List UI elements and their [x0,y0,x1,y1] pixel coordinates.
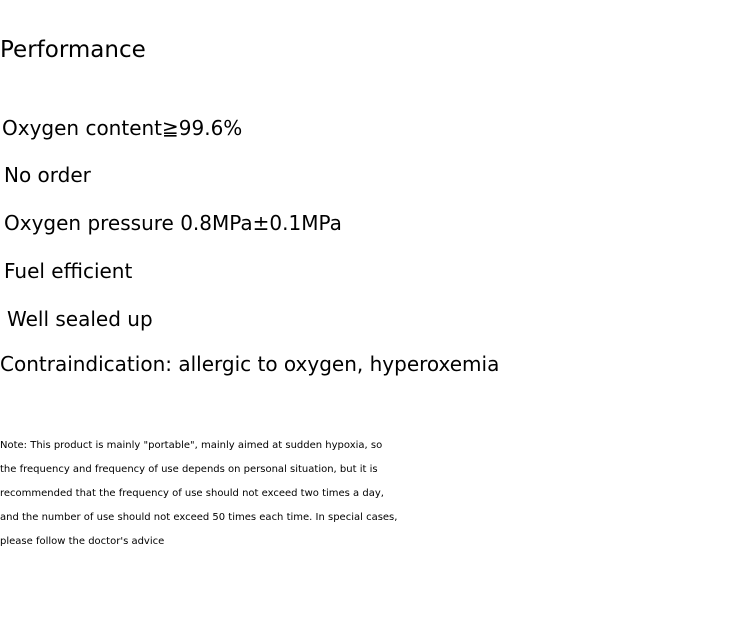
note-line: and the number of use should not exceed 50 times each time. In special cases, [0,512,398,523]
page-title: Performance [0,37,146,63]
usage-note [0,434,750,554]
note-line: please follow the doctor's advice [0,536,165,547]
note-line: recommended that the frequency of use should not exceed two times a day, [0,488,384,499]
feature-no-order: No order [4,163,91,187]
feature-oxygen-pressure: Oxygen pressure 0.8MPa±0.1MPa [4,211,342,235]
note-line: the frequency and frequency of use depends on personal situation, but it is [0,464,378,475]
feature-well-sealed: Well sealed up [7,307,153,331]
feature-fuel-efficient: Fuel efficient [4,259,133,283]
note-line: Note: This product is mainly "portable", mainly aimed at sudden hypoxia, so [0,440,383,451]
contraindication-text: Contraindication: allergic to oxygen, hyperoxemia [0,352,500,376]
feature-oxygen-content: Oxygen content≧99.6% [2,116,243,140]
